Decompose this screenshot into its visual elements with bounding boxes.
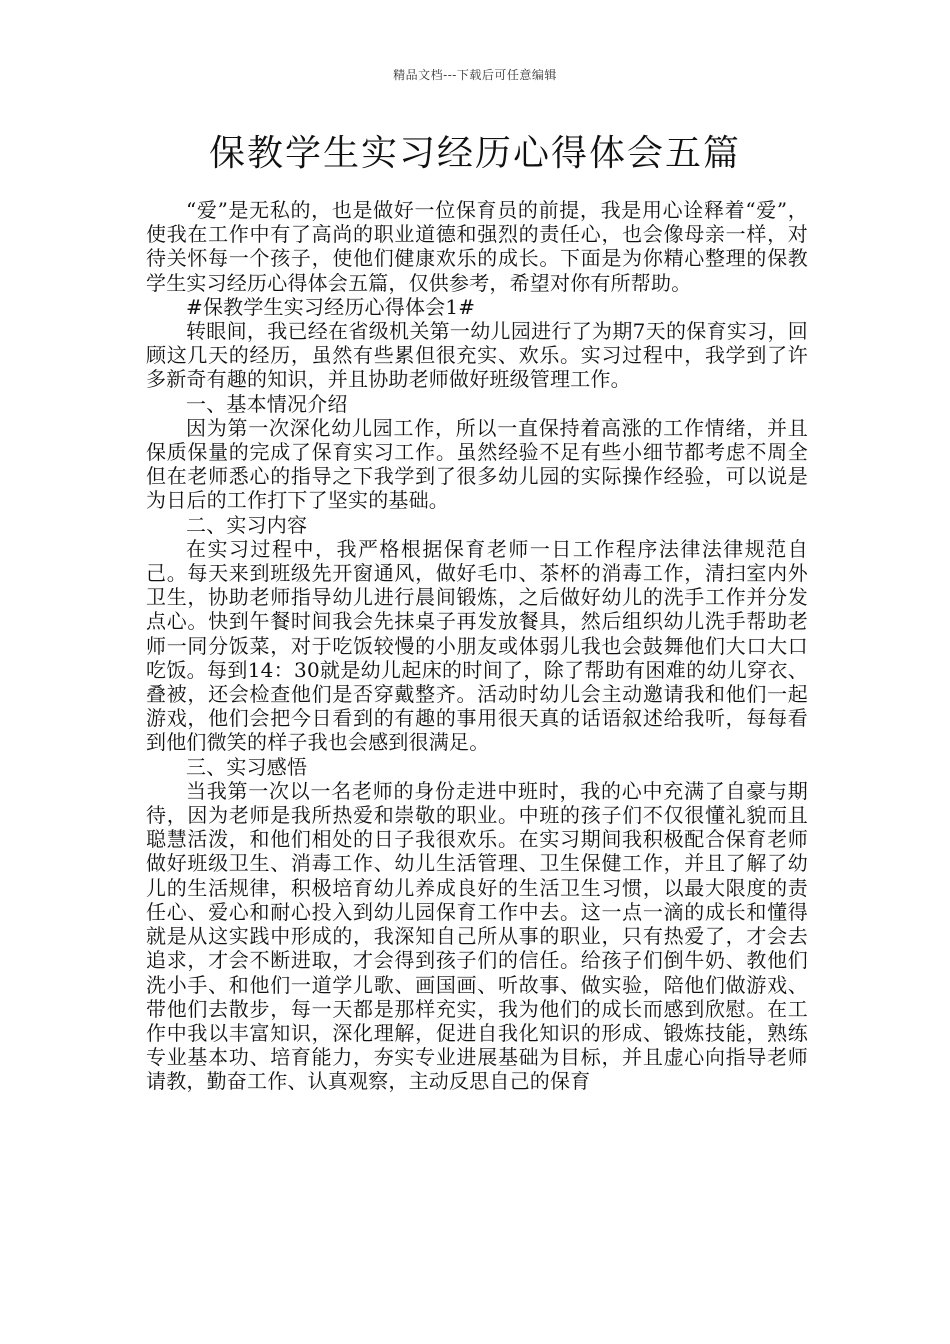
paragraph-intro: “爱”是无私的，也是做好一位保育员的前提，我是用心诠释着“爱”，使我在工作中有了高尚的职业道德和强烈的责任心，也会像母亲一样，对待关怀每一个孩子，使他们健康欢乐的成长。下面是为你精心整理的保教学生实习经历心得体会五篇，仅供参考，希望对你有所帮助。 — [146, 198, 808, 295]
document-body — [146, 198, 808, 1094]
paragraph: 转眼间，我已经在省级机关第一幼儿园进行了为期7天的保育实习，回顾这几天的经历，虽然有些累但很充实、欢乐。实习过程中，我学到了许多新奇有趣的知识，并且协助老师做好班级管理工作。 — [146, 319, 808, 392]
subheading-basic-info: 一、基本情况介绍 — [186, 391, 348, 416]
paragraph: 在实习过程中，我严格根据保育老师一日工作程序法律法律规范自己。每天来到班级先开窗通风，做好毛巾、茶杯的消毒工作，清扫室内外卫生，协助老师指导幼儿进行晨间锻炼，之后做好幼儿的洗手工作并分发点心。快到午餐时间我会先抹桌子再发放餐具，然后组织幼儿洗手帮助老师一同分饭菜，对于吃饭较慢的小朋友或体弱儿我也会鼓舞他们大口大口吃饭。每到14：30就是幼儿起床的时间了，除了帮助有困难的幼儿穿衣、叠被，还会检查他们是否穿戴整齐。活动时幼儿会主动邀请我和他们一起游戏，他们会把今日看到的有趣的事用很天真的话语叙述给我听，每每看到他们微笑的样子我也会感到很满足。 — [146, 536, 808, 755]
subheading-reflection: 三、实习感悟 — [186, 754, 308, 779]
paragraph: 当我第一次以一名老师的身份走进中班时，我的心中充满了自豪与期待，因为老师是我所热爱和崇敬的职业。中班的孩子们不仅很懂礼貌而且聪慧活泼，和他们相处的日子我很欢乐。在实习期间我积极配合保育老师做好班级卫生、消毒工作、幼儿生活管理、卫生保健工作，并且了解了幼儿的生活规律，积极培育幼儿养成良好的生活卫生习惯，以最大限度的责任心、爱心和耐心投入到幼儿园保育工作中去。这一点一滴的成长和懂得就是从这实践中形成的，我深知自己所从事的职业，只有热爱了，才会去追求，才会不断进取，才会得到孩子们的信任。给孩子们倒牛奶、教他们洗小手、和他们一道学儿歌、画国画、听故事、做实验，陪他们做游戏、带他们去散步，每一天都是那样充实，我为他们的成长而感到欣慰。在工作中我以丰富知识，深化理解，促进自我化知识的形成、锻炼技能，熟练专业基本功、培育能力，夯实专业进展基础为目标，并且虚心向指导老师请教，勤奋工作、认真观察，主动反思自己的保育 — [146, 778, 808, 1094]
paragraph: 因为第一次深化幼儿园工作，所以一直保持着高涨的工作情绪，并且保质保量的完成了保育实习工作。虽然经验不足有些小细节都考虑不周全但在老师悉心的指导之下我学到了很多幼儿园的实际操作经验，可以说是为日后的工作打下了坚实的基础。 — [146, 415, 808, 513]
section-heading-1: #保教学生实习经历心得体会1# — [186, 294, 476, 319]
subheading-content: 二、实习内容 — [186, 512, 308, 537]
header-note: 精品文档---下载后可任意编辑 — [393, 68, 557, 82]
document-title: 保教学生实习经历心得体会五篇 — [208, 133, 741, 174]
